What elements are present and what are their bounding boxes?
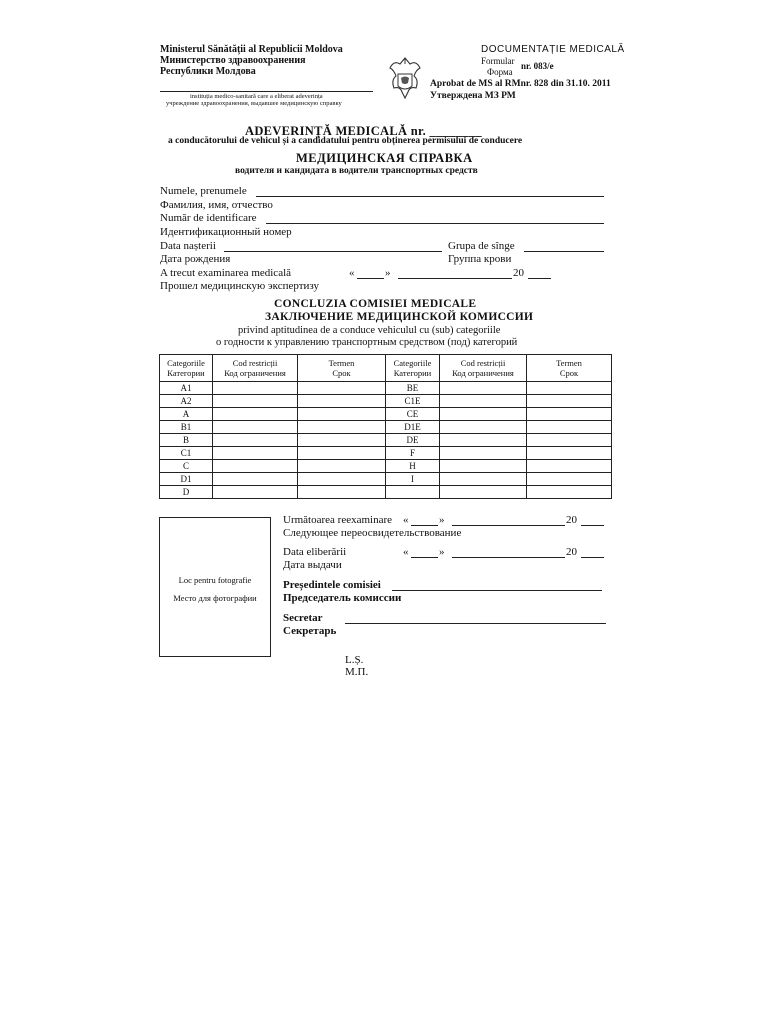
exam-quote-close: »	[385, 267, 391, 279]
reexam-label-ro: Următoarea reexaminare	[283, 514, 393, 526]
term-cell[interactable]	[527, 421, 612, 434]
reexam-year-prefix: 20	[566, 514, 577, 526]
stamp-label-ru: М.П.	[345, 666, 369, 678]
restriction-cell[interactable]	[213, 395, 298, 408]
title-ru-sub: водителя и кандидата в водители транспортных средств	[235, 166, 478, 176]
header-cat-left: Categoriile Категории	[160, 355, 213, 382]
stamp-label-ro: L.Ș.	[345, 654, 364, 666]
conclusion-sub-ru: о годности к управлению транспортным средством (под) категорий	[216, 337, 518, 348]
exam-month-line[interactable]	[398, 278, 512, 279]
reexam-month-line[interactable]	[452, 525, 565, 526]
institution-ru: учреждение здравоохранения, выдавшее медицинскую справку	[166, 100, 342, 107]
restriction-cell[interactable]	[440, 434, 527, 447]
institution-ro: instituția medico-sanitară care a eliberat adeverința	[190, 93, 323, 100]
header-cod-left: Cod restricții Код ограничения	[213, 355, 298, 382]
category-cell: CE	[386, 408, 440, 421]
reexam-label-ru: Следующее переосвидетельствование	[283, 527, 462, 539]
reexam-day-line[interactable]	[411, 525, 438, 526]
term-cell[interactable]	[298, 395, 386, 408]
conclusion-title-ro: CONCLUZIA COMISIEI MEDICALE	[274, 298, 477, 310]
name-input-line[interactable]	[256, 196, 604, 197]
secretary-label-ro: Secretar	[283, 612, 323, 624]
title-ro: ADEVERINȚĂ MEDICALĂ nr. ________	[245, 124, 482, 138]
term-cell[interactable]	[298, 473, 386, 486]
restriction-cell[interactable]	[213, 408, 298, 421]
header-term-left: Termen Срок	[298, 355, 386, 382]
ministry-ru-line1: Министерство здравоохранения	[160, 55, 306, 66]
table-header-row	[160, 355, 612, 382]
term-cell[interactable]	[527, 460, 612, 473]
table-row	[160, 395, 612, 408]
issued-quote-open: «	[403, 546, 409, 558]
term-cell[interactable]	[527, 408, 612, 421]
category-cell: A	[160, 408, 213, 421]
table-row	[160, 460, 612, 473]
doc-type: DOCUMENTAȚIE MEDICALĂ	[481, 44, 625, 55]
issued-year-prefix: 20	[566, 546, 577, 558]
birth-label-ru: Дата рождения	[160, 253, 231, 265]
formular-label: Formular	[481, 56, 515, 66]
approved-ro: Aprobat de MS al RMnr. 828 din 31.10. 2011	[430, 79, 611, 89]
exam-label-ru: Прошел медицинскую экспертизу	[160, 280, 320, 292]
category-cell	[386, 486, 440, 499]
table-row	[160, 382, 612, 395]
restriction-cell[interactable]	[213, 473, 298, 486]
restriction-cell[interactable]	[213, 382, 298, 395]
term-cell[interactable]	[298, 447, 386, 460]
issued-year-line[interactable]	[581, 557, 604, 558]
term-cell[interactable]	[527, 382, 612, 395]
restriction-cell[interactable]	[440, 486, 527, 499]
term-cell[interactable]	[527, 447, 612, 460]
id-label-ro: Număr de identificare	[160, 212, 257, 224]
photo-box	[159, 517, 271, 657]
restriction-cell[interactable]	[213, 421, 298, 434]
category-cell: B	[160, 434, 213, 447]
name-label-ro: Numele, prenumele	[160, 185, 247, 197]
term-cell[interactable]	[298, 408, 386, 421]
reexam-quote-close: »	[439, 514, 445, 526]
category-cell: A1	[160, 382, 213, 395]
category-cell: DE	[386, 434, 440, 447]
issued-quote-close: »	[439, 546, 445, 558]
blood-label-ru: Группа крови	[448, 253, 512, 265]
restriction-cell[interactable]	[213, 486, 298, 499]
term-cell[interactable]	[298, 460, 386, 473]
exam-day-line[interactable]	[357, 278, 384, 279]
category-cell: D1E	[386, 421, 440, 434]
title-ru: МЕДИЦИНСКАЯ СПРАВКА	[296, 151, 473, 165]
photo-label-ru: Место для фотографии	[173, 593, 257, 603]
secretary-label-ru: Секретарь	[283, 625, 337, 637]
restriction-cell[interactable]	[213, 434, 298, 447]
category-cell: F	[386, 447, 440, 460]
ministry-ru-line2: Республики Молдова	[160, 66, 256, 77]
id-label-ru: Идентификационный номер	[160, 226, 292, 238]
conclusion-sub-ro: privind aptitudinea de a conduce vehiculul cu (sub) categoriile	[238, 325, 501, 336]
institution-line	[160, 91, 373, 92]
birth-input-line[interactable]	[224, 251, 442, 252]
table-row	[160, 447, 612, 460]
category-cell: C1	[160, 447, 213, 460]
exam-year-prefix: 20	[513, 267, 524, 279]
issued-label-ro: Data eliberării	[283, 546, 347, 558]
category-cell: D1	[160, 473, 213, 486]
header-cat-right: Categoriile Категории	[386, 355, 440, 382]
president-label-ru: Председатель комиссии	[283, 592, 402, 604]
term-cell[interactable]	[298, 434, 386, 447]
table-row	[160, 434, 612, 447]
blood-input-line[interactable]	[524, 251, 604, 252]
restriction-cell[interactable]	[440, 382, 527, 395]
approved-ru: Утверждена МЗ РМ	[430, 91, 516, 101]
blood-label-ro: Grupa de sînge	[448, 240, 515, 252]
secretary-signature-line[interactable]	[345, 623, 606, 624]
header-term-right: Termen Срок	[527, 355, 612, 382]
name-label-ru: Фамилия, имя, отчество	[160, 199, 273, 211]
issued-day-line[interactable]	[411, 557, 438, 558]
term-cell[interactable]	[298, 382, 386, 395]
birth-label-ro: Data nașterii	[160, 240, 216, 252]
reexam-quote-open: «	[403, 514, 409, 526]
table-row	[160, 486, 612, 499]
category-cell: B1	[160, 421, 213, 434]
restriction-cell[interactable]	[440, 473, 527, 486]
term-cell[interactable]	[527, 395, 612, 408]
president-signature-line[interactable]	[392, 590, 602, 591]
category-cell: BE	[386, 382, 440, 395]
category-cell: C1E	[386, 395, 440, 408]
term-cell[interactable]	[298, 421, 386, 434]
president-label-ro: Președintele comisiei	[283, 579, 381, 591]
restriction-cell[interactable]	[440, 447, 527, 460]
category-cell: A2	[160, 395, 213, 408]
term-cell[interactable]	[527, 434, 612, 447]
exam-label-ro: A trecut examinarea medicală	[160, 267, 292, 279]
term-cell[interactable]	[527, 473, 612, 486]
exam-quote-open: «	[349, 267, 355, 279]
restriction-cell[interactable]	[440, 395, 527, 408]
term-cell[interactable]	[298, 486, 386, 499]
id-input-line[interactable]	[266, 223, 604, 224]
restriction-cell[interactable]	[440, 421, 527, 434]
restriction-cell[interactable]	[213, 447, 298, 460]
header-cod-right: Cod restricții Код ограничения	[440, 355, 527, 382]
table-row	[160, 408, 612, 421]
table-row	[160, 421, 612, 434]
category-cell: I	[386, 473, 440, 486]
issued-label-ru: Дата выдачи	[283, 559, 342, 571]
title-ro-sub: a conducătorului de vehicul și a candidatului pentru obținerea permisului de conducere	[168, 136, 523, 146]
forma-label: Форма	[487, 67, 513, 77]
term-cell[interactable]	[527, 486, 612, 499]
issued-month-line[interactable]	[452, 557, 565, 558]
form-number: nr. 083/e	[521, 61, 554, 71]
category-cell: C	[160, 460, 213, 473]
photo-label-ro: Loc pentru fotografie	[178, 575, 252, 585]
category-cell: H	[386, 460, 440, 473]
coat-of-arms-icon	[386, 56, 424, 100]
category-cell: D	[160, 486, 213, 499]
reexam-year-line[interactable]	[581, 525, 604, 526]
restriction-cell[interactable]	[213, 460, 298, 473]
categories-table	[159, 354, 612, 499]
table-row	[160, 473, 612, 486]
conclusion-title-ru: ЗАКЛЮЧЕНИЕ МЕДИЦИНСКОЙ КОМИССИИ	[265, 311, 534, 323]
ministry-ro: Ministerul Sănătății al Republicii Moldova	[160, 44, 343, 55]
restriction-cell[interactable]	[440, 408, 527, 421]
exam-year-line[interactable]	[528, 278, 551, 279]
restriction-cell[interactable]	[440, 460, 527, 473]
